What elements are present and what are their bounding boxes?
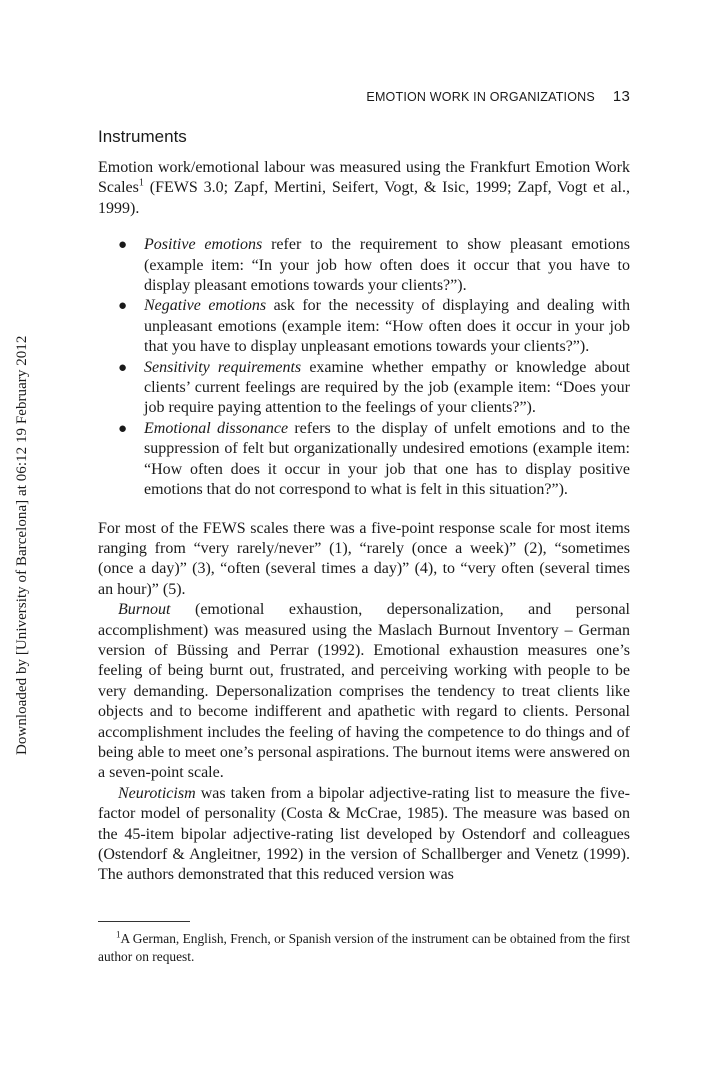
footnote-text: A German, English, French, or Spanish version of the instrument can be obtained from the first author on request.: [98, 931, 630, 964]
scale-term: Sensitivity requirements: [144, 358, 302, 376]
scale-description: examine whether empathy or knowledge about clients’ current feelings are required by the job (example item: “Does your job require paying attention to the feelings of your clients?”).: [144, 358, 630, 417]
intro-text-cont: (FEWS 3.0; Zapf, Mertini, Seifert, Vogt, & Isic, 1999; Zapf, Vogt et al., 1999).: [98, 179, 630, 217]
footnote-ref: 1: [138, 178, 144, 190]
page-number: 13: [612, 88, 630, 105]
download-watermark: Downloaded by [University of Barcelona] at 06:12 19 February 2012: [14, 335, 30, 755]
scale-description: refers to the display of unfelt emotions and to the suppression of felt but organizationally undesired emotions (example item: “How often does it occur in your job that one has to display positive emotions that do not correspond to what is felt in this situation?”).: [144, 419, 631, 499]
running-head: [0, 88, 630, 105]
list-item: [118, 358, 630, 419]
section-heading: Instruments: [98, 127, 187, 146]
neuroticism-paragraph: [98, 784, 630, 886]
paragraph-text: For most of the FEWS scales there was a five-point response scale for most items ranging from “very rarely/never” (1), “rarely (once a week)” (2), “sometimes (once a day)” (3), “often (several times a day)” (4), to “very often (several times an hour)” (5).: [98, 519, 630, 598]
scale-description: ask for the necessity of displaying and dealing with unpleasant emotions (example item: “How often does it occur in your job that you have to display unpleasant emotions towards your clients?”).: [144, 297, 631, 356]
scale-list: [98, 235, 630, 500]
paragraph-term: Burnout: [118, 601, 171, 619]
list-item: [118, 235, 631, 296]
scale-term: Positive emotions: [144, 236, 263, 254]
burnout-paragraph: [98, 600, 630, 784]
intro-text: Emotion work/emotional labour was measured using the Frankfurt Emotion Work Scales: [98, 159, 630, 197]
scale-description: refer to the requirement to show pleasant emotions (example item: “In your job how often does it occur that you have to display pleasant emotions towards your clients?”).: [144, 236, 631, 295]
bullet-icon: ●: [118, 359, 128, 376]
paragraph-term: Neuroticism: [118, 784, 196, 802]
list-item: [118, 419, 631, 501]
paragraph-text: (emotional exhaustion, depersonalization, and personal accomplishment) was measured using the Maslach Burnout Inventory – German version of Büssing and Perrar (1992). Emotional exhaustion measures one’s feeling of being burnt out, frustrated, and perceiving working with people to be very demanding. Depersonalization comprises the tendency to treat clients like objects and to become indifferent and apathetic with regard to clients. Personal accomplishment includes the feeling of having the competence to do things and of being able to meet one’s personal aspirations. The burnout items were answered on a seven-point scale.: [98, 601, 630, 782]
response-scale-paragraph: [98, 519, 630, 601]
body-text: [98, 158, 630, 886]
bullet-icon: ●: [118, 420, 128, 437]
bullet-icon: ●: [118, 237, 128, 254]
footnote-divider: [98, 921, 190, 922]
bullet-icon: ●: [118, 298, 128, 315]
intro-paragraph: [98, 158, 630, 219]
scale-term: Emotional dissonance: [144, 419, 289, 437]
running-head-title: EMOTION WORK IN ORGANIZATIONS: [366, 90, 595, 104]
paragraph-text: was taken from a bipolar adjective-rating list to measure the five-factor model of personality (Costa & McCrae, 1985). The measure was based on the 45-item bipolar adjective-rating list developed by Ostendorf and colleagues (Ostendorf & Angleitner, 1992) in the version of Schallberger and Venetz (1999). The authors demonstrated that this reduced version was: [98, 784, 630, 884]
scale-term: Negative emotions: [144, 297, 267, 315]
list-item: [118, 296, 631, 357]
footnote: [98, 930, 630, 966]
footnote-marker: 1: [116, 929, 121, 940]
